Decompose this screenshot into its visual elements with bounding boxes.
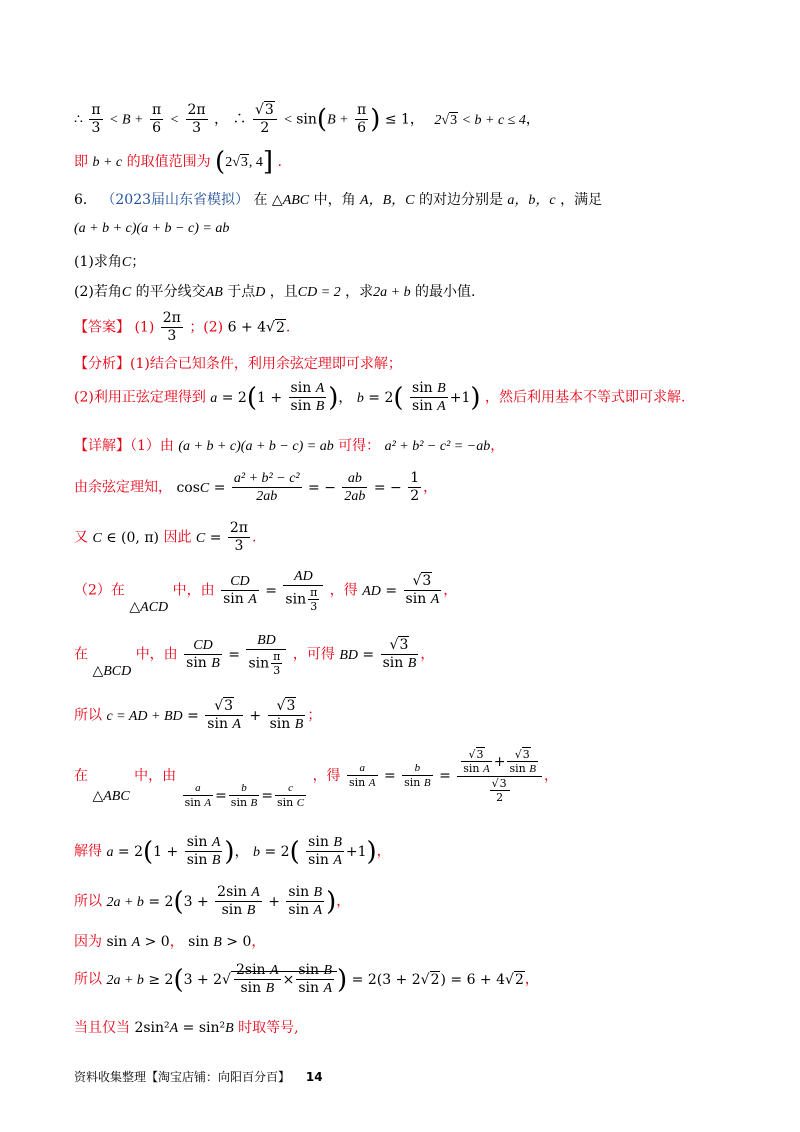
question-6-part-2: (2)若角C 的平分线交AB 于点D ，且CD = 2 ，求2a + b 的最小值. [74, 284, 476, 300]
detail-line-9: 所以 2a + b = 2(3 + $\frac{\text{2sin A}}{\text{sin B}}$ + $\frac{\text{sin B}}{\text{sin A}}$ )， [74, 884, 351, 918]
page-number: 14 [305, 1070, 323, 1084]
solution-line-1: ∴ $\frac{\pi}{3}$ < B + $\frac{\pi}{6}$ < $\frac{2\pi}{3}$ ， ∴ $\frac{√3}{2}$ < sin(B + $\frac{\pi}{6}$ ) ≤ 1， 2√3 < b + c ≤ 4， [74, 102, 540, 136]
detail-line-2: 由余弦定理知， cosC = $\frac{\text{a² + b² − c²}}{2ab}$ = − $\frac{ab}{2ab}$ = − $\frac{1}{2}$ ， [74, 470, 438, 504]
analysis-line-1: 【分析】(1)结合已知条件，利用余弦定理即可求解； [74, 356, 402, 372]
detail-line-4: （2）在 △ACD 中，由 $\frac{CD}{\text{sin A}}$ = AD sin $\frac{\pi}{3}$ ，得 AD = $\frac{√3}{\text{sin A}}$ ， [74, 569, 458, 615]
page-footer [74, 1068, 323, 1085]
detail-line-1: 【详解】（1）由 (a + b + c)(a + b − c) = ab 可得： a² + b² − c² = −ab， [74, 438, 505, 454]
question-6-condition: (a + b + c)(a + b − c) = ab [74, 221, 230, 236]
answer-line: 【答案】 (1) $\frac{2\pi}{3}$ ；(2) 6 + 4√2. [74, 310, 291, 344]
analysis-line-2: (2)利用正弦定理得到 a = 2(1 + $\frac{\text{sin A}}{\text{sin B}}$ )， b = 2( $\frac{\text{sin B}}{\text{sin A}}$ +1) ，然后利用基本不等式即可求解. [74, 380, 686, 414]
detail-line-10: 因为 sin A > 0， sin B > 0， [74, 934, 266, 950]
footer-text: 资料收集整理【淘宝店铺：向阳百分百】 [74, 1070, 291, 1084]
range-conclusion: 即 b + c 的取值范围为 (2√3, 4] . [74, 147, 282, 177]
question-6-part-1: (1)求角C； [74, 254, 146, 270]
detail-line-8: 解得 a = 2(1 + $\frac{\text{sin A}}{\text{sin B}}$ )， b = 2( $\frac{\text{sin B}}{\text{sin A}}$ +1)， [74, 834, 391, 868]
detail-line-7: 在 △ABC 中，由 $\frac{a}{\text{sin A}}$ = $\frac{b}{\text{sin B}}$ = $\frac{c}{\text{sin C}}$ ，得 $\frac{a}{\text{sin A}}$ = $\frac{b}{\text{sin B}}$ = $\frac{√3}{\text{sin A}}$ + $\frac{√3}{\text{sin B}}$ $\frac{√3}{2}$ ， [74, 748, 558, 809]
detail-line-12: 当且仅当 2sin²A = sin²B 时取等号, [74, 1020, 299, 1036]
question-6-stem: 6． （2023届山东省模拟） 在 △ABC 中，角 A，B，C 的对边分别是 a，b，c ，满足 [74, 192, 603, 208]
detail-line-6: 所以 c = AD + BD = $\frac{√3}{\text{sin A}}$ + $\frac{√3}{\text{sin B}}$ ； [74, 698, 322, 732]
detail-line-5: 在 △BCD 中，由 $\frac{CD}{\text{sin B}}$ = BD sin $\frac{\pi}{3}$ ，可得 BD = $\frac{√3}{\text{sin B}}$ ， [74, 633, 435, 679]
detail-line-3: 又 C ∈ (0, π) 因此 C = $\frac{2\pi}{3}$ . [74, 520, 257, 554]
detail-line-11: 所以 2a + b ≥ 2(3 + 2√ $\frac{\text{2sin A}}{\text{sin B}}$ × $\frac{\text{sin B}}{\text{sin A}}$ ) = 2(3 + 2√2) = 6 + 4√2， [74, 962, 539, 996]
question-source: （2023届山东省模拟） [101, 192, 250, 208]
